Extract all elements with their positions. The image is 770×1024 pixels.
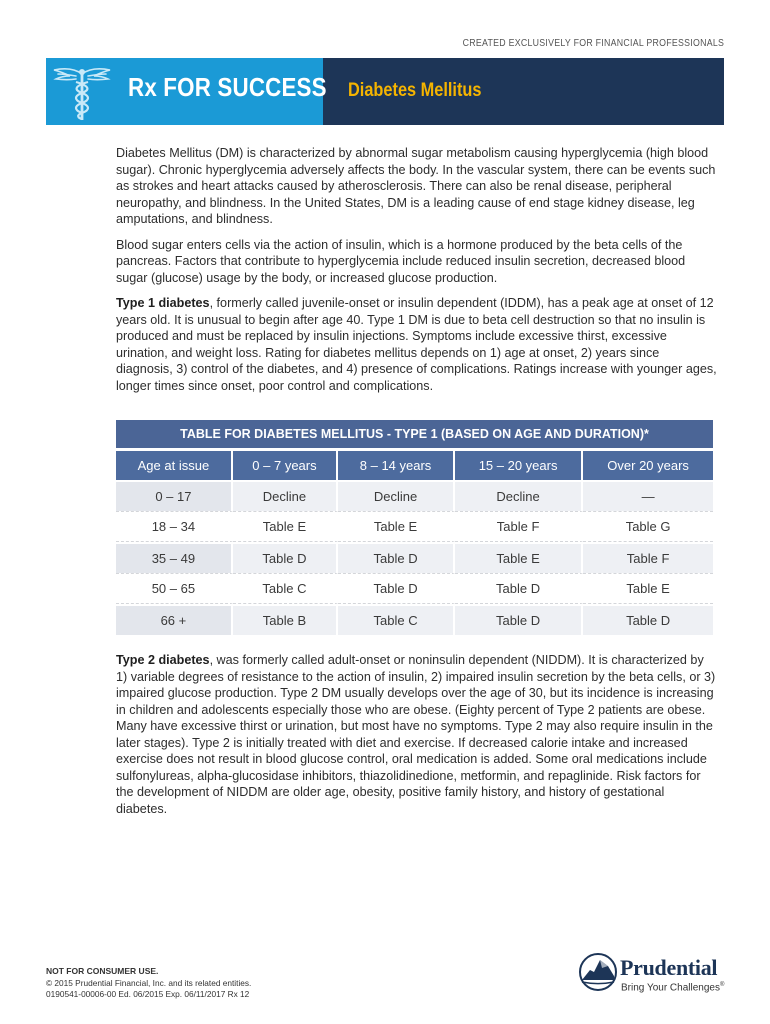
table-cell: Table F [455, 511, 583, 542]
table-cell: 66 + [116, 604, 233, 635]
type2-paragraph [116, 652, 718, 817]
table-cell: Table D [233, 542, 338, 573]
type2-lead: Type 2 diabetes [116, 653, 210, 667]
document-code: 0190541-00006-00 Ed. 06/2015 Exp. 06/11/2017 Rx 12 [46, 989, 250, 999]
exclusive-notice: CREATED EXCLUSIVELY FOR FINANCIAL PROFESSIONALS [462, 38, 724, 49]
table-row [116, 542, 713, 573]
type1-lead: Type 1 diabetes [116, 296, 210, 310]
document-title: Diabetes Mellitus [348, 80, 482, 101]
table-cell: Decline [233, 480, 338, 511]
intro-paragraph: Diabetes Mellitus (DM) is characterized by abnormal sugar metabolism causing hyperglycemia (high blood sugar). Chronic hyperglycemia adversely affects the body. In the vascular system, there can be events such as strokes and heart attacks caused by atherosclerosis. There can also be renal disease, peripheral neuropathy, and blindness. In the United States, DM is a leading cause of end stage kidney disease, leg amputations, and blindness. [116, 146, 716, 226]
table-cell: Table E [338, 511, 455, 542]
consumer-notice: NOT FOR CONSUMER USE. [46, 966, 159, 976]
table-cell: Table E [583, 573, 713, 604]
copyright-notice: © 2015 Prudential Financial, Inc. and its related entities. [46, 977, 252, 988]
body-text-bottom [116, 652, 718, 826]
table-row [116, 573, 713, 604]
type2-text: , was formerly called adult-onset or noninsulin dependent (NIDDM). It is characterized by 1) variable degrees of resistance to the action of insulin, 2) impaired insulin secretion by the beta cells, or 3) impaired glucose production. Type 2 DM usually develops over the age of 30, but its incidence is increasing in children and adolescents especially those who are obese. (Eighty percent of Type 2 patients are obese. Many have excessive thirst or urination, but most have no symptoms. Type 2 may also require insulin in the later stages). Type 2 is initially treated with diet and exercise. If decreased calorie intake and increased exercise does not result in blood glucose control, oral medication is added. Some oral medications include sulfonylureas, alpha-glucosidase inhibitors, thiazolidinedione, metformin, and repaglinide. Risk factors for the development of NIDDM are older age, obesity, positive family history, and history of gestational diabetes. [116, 653, 716, 816]
header-banner [46, 58, 724, 125]
prudential-logo [578, 952, 726, 998]
table-cell: 18 – 34 [116, 511, 233, 542]
type1-text: , formerly called juvenile-onset or insulin dependent (IDDM), has a peak age at onset of 12 years old. It is unusual to begin after age 40. Type 1 DM is due to beta cell destruction so that no insulin is produced and must be replaced by insulin injections. Symptoms include excessive thirst, excessive urination, and weight loss. Rating for diabetes mellitus depends on 1) age at onset, 2) years since diagnosis, 3) control of the diabetes, and 4) presence of complications. Ratings increase with younger ages, longer times since onset, poor control and complications. [116, 296, 717, 393]
diabetes-rating-table [116, 420, 713, 635]
table-cell: Table B [233, 604, 338, 635]
table-cell: 0 – 17 [116, 480, 233, 511]
column-header: 8 – 14 years [338, 448, 455, 480]
footer-notes [46, 966, 251, 1001]
table-cell: Table D [455, 604, 583, 635]
table-title: TABLE FOR DIABETES MELLITUS - TYPE 1 (BASED ON AGE AND DURATION)* [116, 420, 713, 448]
table-cell: Table G [583, 511, 713, 542]
rock-of-gibraltar-icon [578, 952, 618, 992]
table-row [116, 511, 713, 542]
table-cell: Table D [583, 604, 713, 635]
table-cell: Decline [455, 480, 583, 511]
table-cell: Table E [455, 542, 583, 573]
caduceus-icon [50, 62, 114, 122]
insulin-paragraph: Blood sugar enters cells via the action of insulin, which is a hormone produced by the beta cells of the pancreas. Factors that contribute to hyperglycemia include reduced insulin secretion, decreased blood sugar (glucose) usage by the body, or increased glucose production. [116, 237, 686, 285]
logo-wordmark: Prudential [620, 955, 718, 980]
table-cell: 35 – 49 [116, 542, 233, 573]
table-cell: Table D [455, 573, 583, 604]
table-cell: — [583, 480, 713, 511]
table-cell: Table D [338, 542, 455, 573]
brand-title: Rx FOR SUCCESS [128, 72, 327, 102]
table-cell: Table E [233, 511, 338, 542]
table-header-row [116, 448, 713, 480]
body-text-top [116, 145, 718, 403]
table-cell: 50 – 65 [116, 573, 233, 604]
logo-tagline: Bring Your Challenges® [621, 982, 725, 994]
table-cell: Table F [583, 542, 713, 573]
column-header: Age at issue [116, 448, 233, 480]
table-row [116, 480, 713, 511]
table-cell: Table D [338, 573, 455, 604]
table-cell: Decline [338, 480, 455, 511]
type1-paragraph [116, 295, 718, 394]
table-cell: Table C [233, 573, 338, 604]
column-header: 15 – 20 years [455, 448, 583, 480]
table-cell: Table C [338, 604, 455, 635]
column-header: Over 20 years [583, 448, 713, 480]
table-row [116, 604, 713, 635]
column-header: 0 – 7 years [233, 448, 338, 480]
